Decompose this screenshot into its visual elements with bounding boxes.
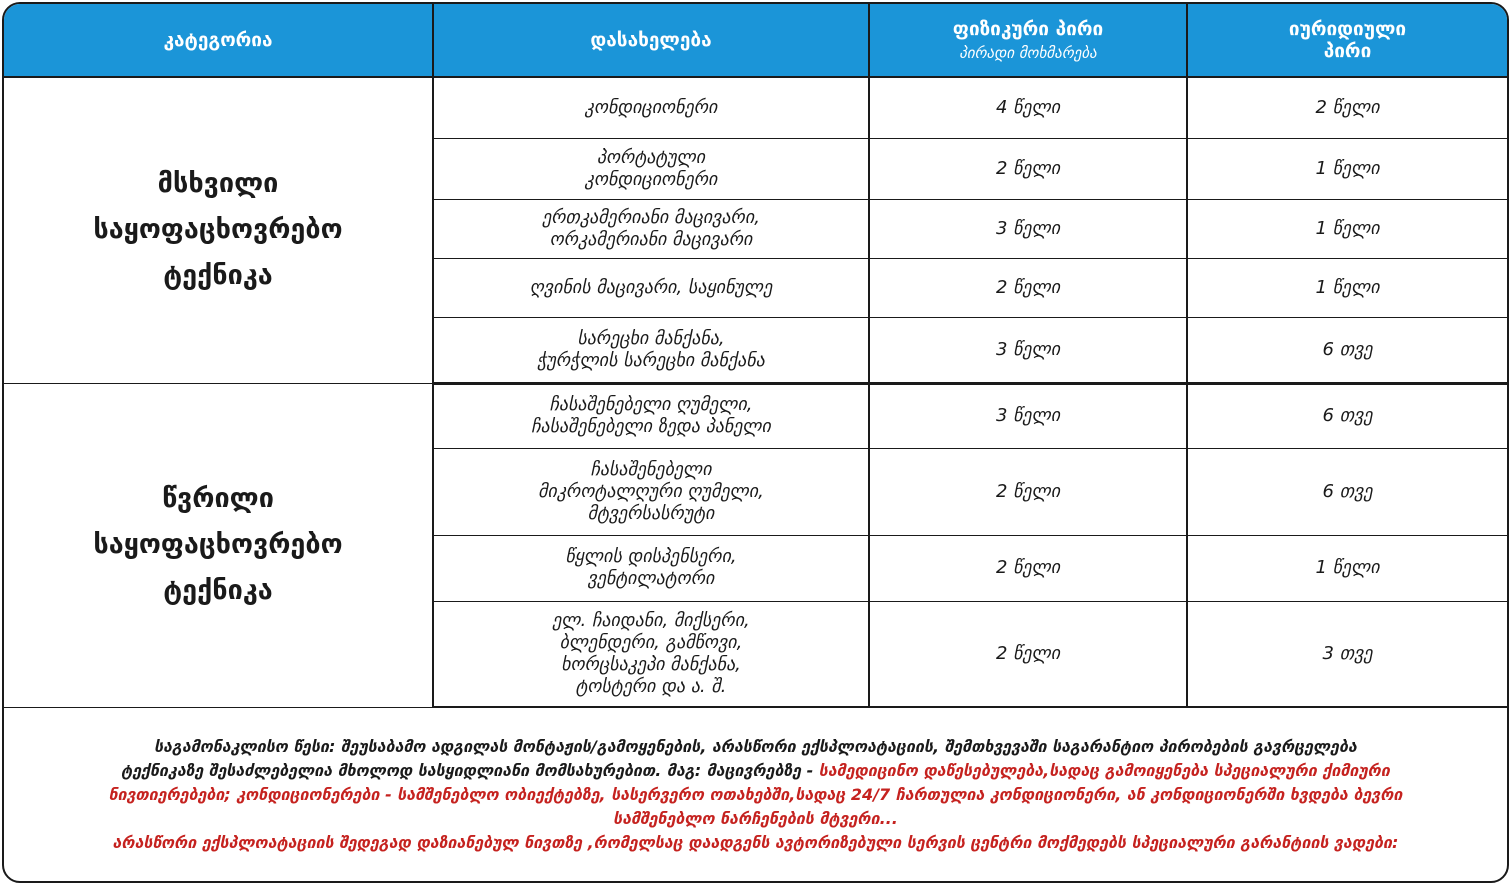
legal-period: 3 თვე: [1187, 601, 1507, 707]
physical-period: 2 წელი: [869, 601, 1187, 707]
note-line: ნივთიერებები; კონდიციონერები - სამშენებლო ობიექტებზე, სასერვერო ოთახებში,სადაც 24/7 ჩართულია კონდიციონერი, ან კონდიციონერში ხვდება ბევრი: [108, 785, 1403, 804]
legal-period: 6 თვე: [1187, 383, 1507, 448]
warranty-table: [4, 4, 1507, 708]
legal-period: 1 წელი: [1187, 535, 1507, 601]
category-large-appliances: მსხვილი საყოფაცხოვრებო ტექნიკა: [4, 77, 433, 383]
physical-period: 2 წელი: [869, 448, 1187, 535]
warranty-card: [2, 2, 1509, 883]
physical-period: 4 წელი: [869, 77, 1187, 138]
physical-period: 2 წელი: [869, 535, 1187, 601]
item-name: ჩასაშენებელი ღუმელი, ჩასაშენებელი ზედა პანელი: [433, 383, 869, 448]
item-name: ღვინის მაცივარი, საყინულე: [433, 258, 869, 317]
category-small-appliances: წვრილი საყოფაცხოვრებო ტექნიკა: [4, 383, 433, 707]
header-physical: ფიზიკური პირი პირადი მოხმარება: [869, 4, 1187, 77]
physical-period: 2 წელი: [869, 258, 1187, 317]
legal-period: 2 წელი: [1187, 77, 1507, 138]
physical-period: 3 წელი: [869, 383, 1187, 448]
exception-note: [4, 715, 1507, 875]
note-line: სამშენებლო ნარჩენების მტვერი...: [613, 809, 898, 828]
physical-period: 3 წელი: [869, 199, 1187, 258]
header-physical-sub: პირადი მოხმარება: [959, 44, 1097, 62]
legal-period: 1 წელი: [1187, 199, 1507, 258]
legal-period: 1 წელი: [1187, 258, 1507, 317]
item-name: ელ. ჩაიდანი, მიქსერი, ბლენდერი, გამწოვი, ხორცსაკეპი მანქანა, ტოსტერი და ა. შ.: [433, 601, 869, 707]
table-row: [4, 383, 1507, 448]
legal-period: 1 წელი: [1187, 138, 1507, 199]
item-name: ჩასაშენებელი მიკროტალღური ღუმელი, მტვერსასრუტი: [433, 448, 869, 535]
physical-period: 2 წელი: [869, 138, 1187, 199]
item-name: პორტატული კონდიციონერი: [433, 138, 869, 199]
item-name: კონდიციონერი: [433, 77, 869, 138]
item-name: ერთკამერიანი მაცივარი, ორკამერიანი მაცივარი: [433, 199, 869, 258]
header-row: [4, 4, 1507, 77]
note-line: არასწორი ექსპლოატაციის შედეგად დაზიანებულ ნივთზე ,რომელსაც დაადგენს ავტორიზებული სერვის ცენტრი მოქმედებს სპეციალური გარანტიის ვადები:: [112, 833, 1399, 852]
legal-period: 6 თვე: [1187, 317, 1507, 383]
header-name: დასახელება: [433, 4, 869, 77]
header-category: კატეგორია: [4, 4, 433, 77]
physical-period: 3 წელი: [869, 317, 1187, 383]
header-legal: იურიდიული პირი: [1187, 4, 1507, 77]
item-name: წყლის დისპენსერი, ვენტილატორი: [433, 535, 869, 601]
table-row: [4, 77, 1507, 138]
item-name: სარეცხი მანქანა, ჭურჭლის სარეცხი მანქანა: [433, 317, 869, 383]
legal-period: 6 თვე: [1187, 448, 1507, 535]
note-line: საგამონაკლისო წესი: შეუსაბამო ადგილას მონტაჟის/გამოყენების, არასწორი ექსპლოატაციის, შემთხვევაში საგარანტიო პირობების გავრცელება: [154, 737, 1357, 756]
note-line: ტექნიკაზე შესაძლებელია მხოლოდ სასყიდლიანი მომსახურებით. მაგ: მაცივრებზე - სამედიცინო დაწესებულება,სადაც გამოიყენება სპეციალური ქიმიური: [121, 761, 1390, 780]
